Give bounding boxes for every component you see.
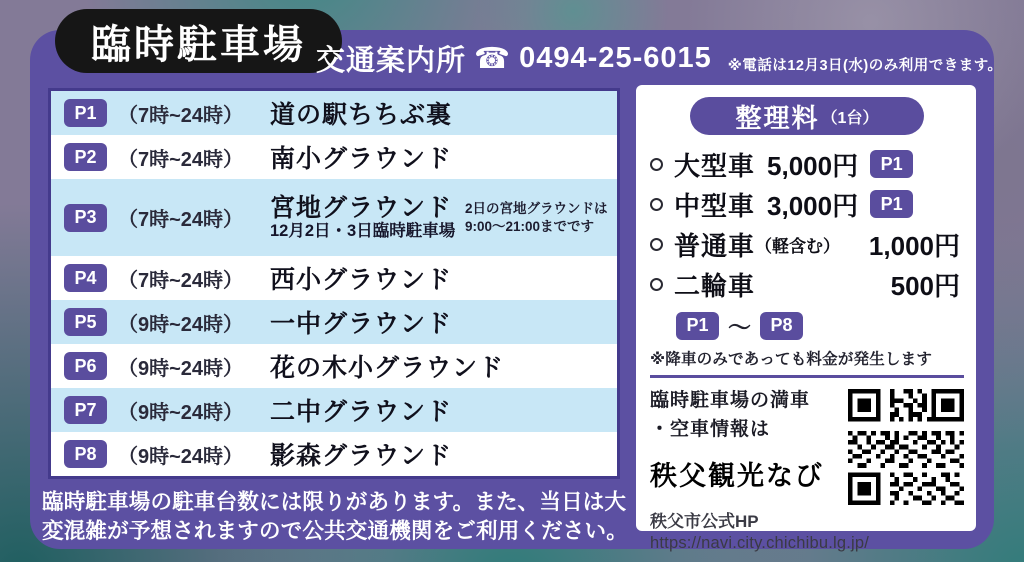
site-name: 秩父観光なび (650, 461, 824, 491)
traffic-info-phone (316, 38, 712, 79)
fee-row-large-vehicle (650, 144, 964, 184)
parking-side-note: 2日の宮地グラウンドは9:00～21:00までです (465, 200, 608, 234)
parking-row-p6 (51, 344, 617, 388)
parking-row-p1 (51, 91, 617, 135)
phone-number: 0494-25-6015 (519, 42, 712, 74)
fees-panel (636, 85, 976, 552)
parking-hours: （7時~24時） (118, 209, 244, 231)
site-label: 秩父市公式HP (650, 512, 759, 531)
parking-name: 一中グラウンド (270, 310, 453, 338)
capacity-warning-note: 臨時駐車場の駐車台数には限りがあります。また、当日は大変混雑が予想されますので公共交通機関をご利用ください。 (42, 490, 628, 543)
fee-price: 3,000円 (767, 190, 859, 221)
parking-badge: P1 (870, 150, 913, 178)
availability-info (650, 387, 964, 553)
phone-availability-note: ※電話は12月3日(水)のみ利用できます。 (727, 58, 1003, 74)
parking-name: 西小グラウンド (270, 266, 453, 294)
fee-row-motorcycle (650, 264, 964, 304)
fee-row-medium-vehicle (650, 184, 964, 224)
availability-line1: 臨時駐車場の満車 (650, 390, 811, 411)
phone-icon: ☎ (474, 43, 512, 75)
parking-row-p8 (51, 432, 617, 476)
parking-badge: P1 (676, 312, 719, 340)
parking-hours: （9時~24時） (118, 313, 244, 336)
parking-row-p4 (51, 256, 617, 300)
parking-row-p3 (51, 179, 617, 256)
ring-bullet-icon (650, 278, 663, 291)
parking-hours: （7時~24時） (118, 269, 244, 292)
parking-hours: （9時~24時） (118, 357, 244, 380)
parking-name: 花の木小グラウンド (270, 354, 505, 382)
fee-label: 大型車 (674, 150, 756, 181)
title-pill (55, 9, 342, 73)
fee-price: 500円 (890, 270, 960, 301)
fee-label: 普通車 (674, 230, 756, 261)
site-url: https://navi.city.chichibu.lg.jp/ (650, 534, 870, 552)
parking-subname: 12月2日・3日臨時駐車場 (270, 222, 456, 241)
fee-applies-range (676, 309, 964, 342)
parking-badge: P5 (64, 308, 107, 336)
parking-name: 二中グラウンド (270, 398, 453, 426)
parking-hours: （9時~24時） (118, 401, 244, 424)
ring-bullet-icon (650, 158, 663, 171)
fee-label-small: （軽含む） (755, 236, 841, 256)
parking-badge: P6 (64, 352, 107, 380)
parking-name: 南小グラウンド (270, 145, 453, 173)
fee-price: 5,000円 (767, 150, 859, 181)
qr-code (848, 389, 964, 505)
parking-badge: P8 (760, 312, 803, 340)
tilde-range-separator: ～ (728, 314, 751, 340)
parking-badge: P4 (64, 264, 107, 292)
parking-badge: P2 (64, 143, 107, 171)
fee-label: 二輪車 (674, 270, 756, 301)
fee-price: 1,000円 (868, 230, 960, 261)
traffic-info-header (316, 38, 1003, 79)
purple-divider (650, 375, 964, 378)
parking-name-block (270, 194, 455, 242)
parking-name: 影森グラウンド (270, 442, 453, 470)
parking-hours: （7時~24時） (118, 104, 244, 127)
fee-row-standard-vehicle (650, 224, 964, 264)
parking-hours: （7時~24時） (118, 148, 244, 171)
fee-label: 中型車 (674, 190, 756, 221)
fees-unit: （1台） (821, 109, 879, 127)
page-title: 臨時駐車場 (91, 22, 306, 67)
availability-line2: ・空車情報は (650, 418, 771, 440)
parking-badge: P1 (870, 190, 913, 218)
parking-name: 道の駅ちちぶ裏 (270, 101, 453, 129)
parking-row-p2 (51, 135, 617, 179)
ring-bullet-icon (650, 198, 663, 211)
parking-badge: P1 (64, 99, 107, 127)
parking-row-p5 (51, 300, 617, 344)
ring-bullet-icon (650, 238, 663, 251)
fees-title: 整理料 (735, 102, 820, 133)
parking-row-p7 (51, 388, 617, 432)
parking-name: 宮地グラウンド (270, 193, 453, 222)
parking-hours: （9時~24時） (118, 445, 244, 468)
parking-badge: P3 (64, 204, 107, 232)
parking-lot-list (48, 88, 620, 479)
drop-off-fee-note: ※降車のみであっても料金が発生します (650, 351, 933, 368)
traffic-info-label: 交通案内所 (316, 45, 467, 77)
parking-badge: P7 (64, 396, 107, 424)
parking-badge: P8 (64, 440, 107, 468)
fees-title-pill (690, 97, 924, 135)
